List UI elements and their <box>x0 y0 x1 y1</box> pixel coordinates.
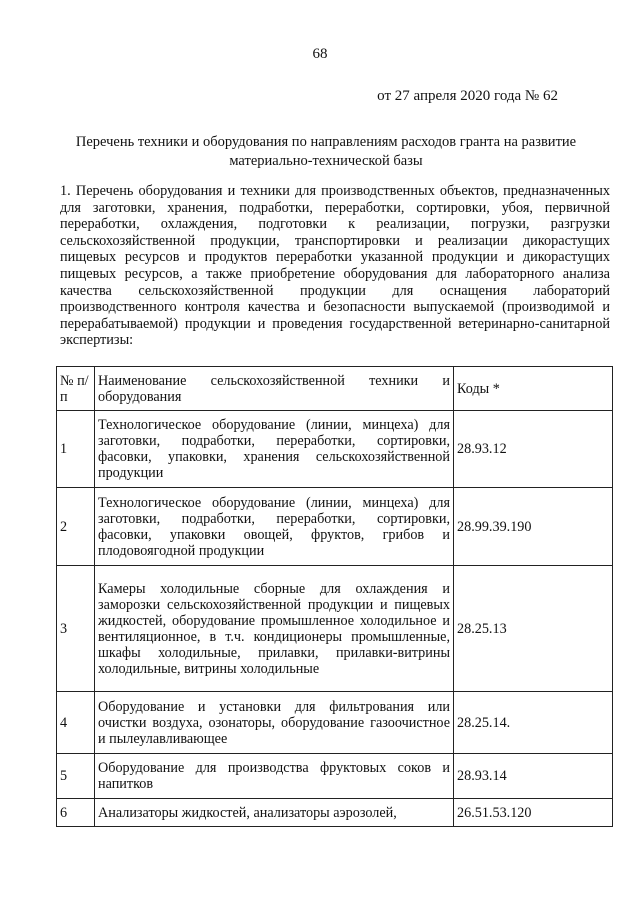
table-header-row <box>57 367 613 411</box>
table-row <box>57 692 613 754</box>
row-name: Оборудование для производства фруктовых соков и напитков <box>95 754 454 799</box>
table-row <box>57 488 613 566</box>
header-number: № п/п <box>57 367 95 411</box>
table-row <box>57 799 613 827</box>
table-row <box>57 411 613 488</box>
row-number: 6 <box>57 799 95 827</box>
row-name: Технологическое оборудование (линии, минцеха) для заготовки, подработки, переработки, сортировки, фасовки, упаковки, хранения сельскохозяйственной продукции <box>95 411 454 488</box>
row-number: 3 <box>57 566 95 692</box>
row-code: 28.25.13 <box>454 566 613 692</box>
row-number: 5 <box>57 754 95 799</box>
row-number: 2 <box>57 488 95 566</box>
page-number: 68 <box>312 46 328 62</box>
row-name: Оборудование и установки для фильтрования или очистки воздуха, озонаторы, оборудование газоочистное и пылеулавливающее <box>95 692 454 754</box>
table-row <box>57 754 613 799</box>
row-name: Камеры холодильные сборные для охлаждения и заморозки сельскохозяйственной продукции и пищевых жидкостей, оборудование промышленное холодильное и вентиляционное, в т.ч. кондиционеры промышленные, шкафы холодильные, прилавки, прилавки-витрины холодильные, витрины холодильные <box>95 566 454 692</box>
header-name: Наименование сельскохозяйственной техники и оборудования <box>95 367 454 411</box>
document-reference: от 27 апреля 2020 года № 62 <box>377 88 558 104</box>
intro-paragraph: 1. Перечень оборудования и техники для производственных объектов, предназначенных для заготовки, хранения, подработки, переработки, сортировки, убоя, первичной переработки, охлаждения, подготовки к реализации, погрузки, разгрузки сельскохозяйственной продукции, транспортировки и реализации дикорастущих пищевых ресурсов и продуктов переработки указанной продукции и дикорастущих пищевых ресурсов, а также приобретение оборудования для лабораторного анализа качества сельскохозяйственной продукции для оснащения лабораторий производственного контроля качества и безопасности выпускаемой (производимой и перерабатываемой) продукции и проведения государственной ветеринарно-санитарной экспертизы: <box>60 183 610 349</box>
row-number: 1 <box>57 411 95 488</box>
row-code: 28.93.12 <box>454 411 613 488</box>
row-name: Технологическое оборудование (линии, минцеха) для заготовки, подработки, переработки, сортировки, фасовки, упаковки овощей, фруктов, грибов и плодовоягодной продукции <box>95 488 454 566</box>
equipment-table <box>56 366 613 827</box>
row-code: 28.25.14. <box>454 692 613 754</box>
row-name: Анализаторы жидкостей, анализаторы аэрозолей, <box>95 799 454 827</box>
table-row <box>57 566 613 692</box>
header-code: Коды * <box>454 367 613 411</box>
row-code: 28.99.39.190 <box>454 488 613 566</box>
document-heading: Перечень техники и оборудования по направлениям расходов гранта на развитие материально-технической базы <box>75 134 577 169</box>
row-code: 26.51.53.120 <box>454 799 613 827</box>
row-number: 4 <box>57 692 95 754</box>
row-code: 28.93.14 <box>454 754 613 799</box>
